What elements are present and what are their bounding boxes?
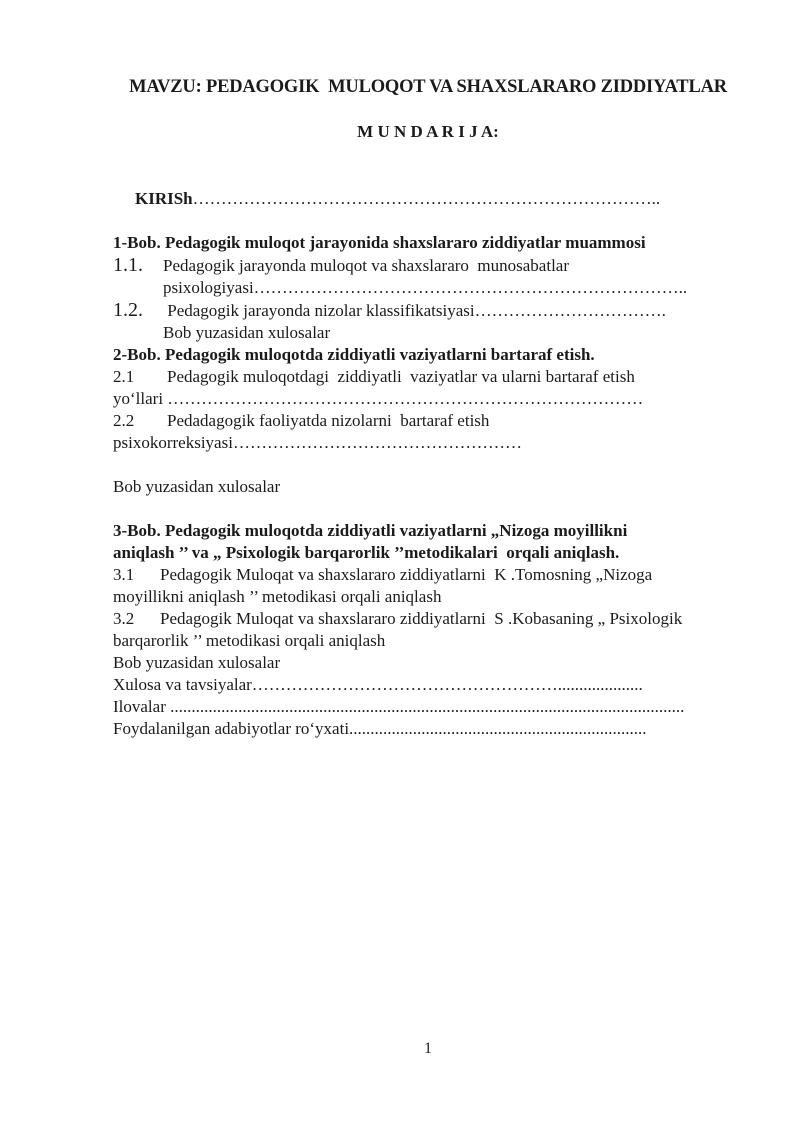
dot-leader: ………………………………………………………………….. <box>253 278 688 297</box>
dot-leader: ………………………………………………………………………… <box>167 389 644 408</box>
toc-entry-2-2 <box>113 410 743 432</box>
entry-text: psixologiyasi <box>163 278 254 297</box>
toc-entry-2-1-continuation <box>113 388 743 410</box>
entry-text: Pedadagogik faoliyatda nizolarni bartaraf etish <box>167 411 490 430</box>
dot-leader: …………………………………………… <box>232 433 522 452</box>
kirish-dot-leader: ……………………………………………………………………….. <box>192 189 661 208</box>
toc-entry-1-1-continuation <box>113 277 743 299</box>
chapter1-heading: 1-Bob. Pedagogik muloqot jarayonida shaxslararo ziddiyatlar muammosi <box>113 233 646 252</box>
toc-entry-xulosa <box>113 674 743 696</box>
page-title: MAVZU: PEDAGOGIK MULOQOT VA SHAXSLARARO ZIDDIYATLAR <box>129 77 727 97</box>
entry-text: Pedagogik muloqotdagi ziddiyatli vaziyatlar va ularni bartaraf etish <box>167 367 635 386</box>
entry-number: 2.1 <box>113 367 135 386</box>
entry-text: yo‘llari <box>113 389 168 408</box>
dot-leader: ……………………………………………….................... <box>251 675 643 694</box>
entry-number: 3.2 <box>113 609 135 628</box>
chapter3-heading-line2: aniqlash ’’ va „ Psixologik barqarorlik ’’metodikalari orqali aniqlash. <box>113 543 620 562</box>
entry-text: psixokorreksiyasi <box>113 433 233 452</box>
kirish-label: KIRISh <box>135 189 193 208</box>
entry-text: Foydalanilgan adabiyotlar ro‘yxati <box>113 719 350 738</box>
contents-heading: M U N D A R I J A: <box>357 122 499 141</box>
dot-leader: ……………………………. <box>474 301 666 320</box>
toc-entry-3-1 <box>113 564 743 586</box>
toc-entry-1-1 <box>113 254 743 277</box>
chapter2-summary: Bob yuzasidan xulosalar <box>113 477 281 496</box>
toc-content <box>113 0 743 740</box>
chapter3-summary: Bob yuzasidan xulosalar <box>113 653 281 672</box>
chapter2-heading: 2-Bob. Pedagogik muloqotda ziddiyatli vaziyatlarni bartaraf etish. <box>113 345 595 364</box>
toc-entry-adabiyotlar <box>113 718 743 740</box>
entry-text: Pedagogik Muloqat va shaxslararo ziddiyatlarni K .Tomosning „Nizoga <box>160 565 653 584</box>
entry-number: 1.1. <box>113 254 143 276</box>
chapter1-summary: Bob yuzasidan xulosalar <box>163 323 331 342</box>
entry-number: 1.2. <box>113 299 143 321</box>
chapter3-heading-line1: 3-Bob. Pedagogik muloqotda ziddiyatli vaziyatlarni „Nizoga moyillikni <box>113 521 628 540</box>
entry-text: Ilovalar <box>113 697 171 716</box>
entry-number: 3.1 <box>113 565 135 584</box>
entry-text: Pedagogik jarayonda nizolar klassifikatsiyasi……………………………. <box>163 301 666 320</box>
toc-entry-ilovalar <box>113 696 743 718</box>
toc-entry-1-2 <box>113 299 743 322</box>
toc-entry-3-2-continuation: barqarorlik ’’ metodikasi orqali aniqlash <box>113 631 386 650</box>
toc-entry-kirish <box>113 188 743 210</box>
entry-text: Pedagogik jarayonda muloqot va shaxslararo munosabatlar <box>163 256 569 275</box>
dot-leader: ...................................................................... <box>349 719 647 738</box>
toc-entry-3-2 <box>113 608 743 630</box>
entry-number: 2.2 <box>113 411 135 430</box>
toc-entry-2-2-continuation <box>113 432 743 454</box>
dot-leader: ......................................................................................................................... <box>170 697 685 716</box>
entry-text: Xulosa va tavsiyalar <box>113 675 252 694</box>
toc-entry-3-1-continuation: moyillikni aniqlash ’’ metodikasi orqali aniqlash <box>113 587 442 606</box>
toc-entry-2-1 <box>113 366 743 388</box>
page-number: 1 <box>424 1040 432 1057</box>
entry-text: Pedagogik Muloqat va shaxslararo ziddiyatlarni S .Kobasaning „ Psixologik <box>160 609 683 628</box>
